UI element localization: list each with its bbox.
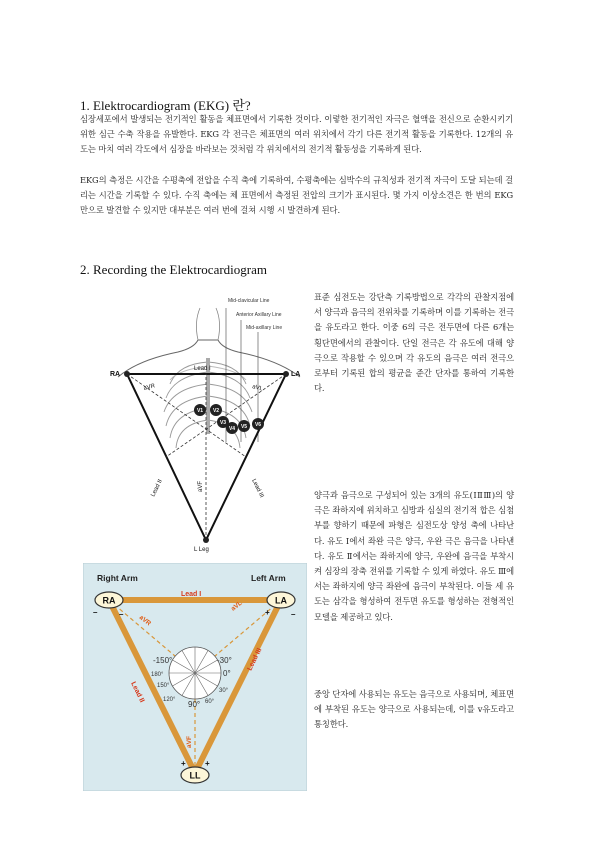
lead-iii-label: Lead III (250, 478, 265, 499)
line-label: Mid-clavicular Line (228, 298, 270, 304)
svg-text:+: + (265, 608, 270, 617)
l-leg-label: L Leg (194, 547, 209, 553)
svg-text:–: – (119, 610, 124, 619)
avl-label: aVL (229, 599, 244, 613)
avr-label: aVR (143, 383, 156, 392)
lead-ii-label: Lead II (129, 680, 146, 704)
chest-lead-v1: V1 (196, 408, 204, 414)
angle-label: 60° (205, 699, 215, 705)
section1-paragraph: EKG의 측정은 시간을 수평축에 전압을 수직 축에 기록하여, 수평축에는 심박수의 규칙성과 전기적 자극이 도달 되는데 걸리는 시간을 기록할 수 있다. 수직 축에는 체 표면에서 측정된 전압의 크기가 표시된다. 몇 가지 이상소견은 한 번의 EKG만으로 발견할 수 있지만 대부분은 여러 번에 걸쳐 시행 시 발견하게 된다. (80, 175, 513, 216)
electrode-la (283, 371, 289, 377)
chest-lead-v6: V6 (254, 422, 262, 428)
angle-label: -150° (153, 656, 173, 665)
section2-heading: 2. Recording the Elektrocardiogram (80, 262, 267, 277)
angle-label: -30° (217, 656, 232, 665)
ra-label: RA (110, 371, 121, 378)
angle-label: 150° (157, 683, 170, 689)
chest-electrode-diagram (108, 292, 308, 554)
lead-i-label: Lead I (181, 591, 202, 598)
electrode-ra (124, 371, 130, 377)
avr-label: aVR (137, 614, 153, 628)
angle-label: 120° (163, 697, 176, 703)
section2-paragraph: 중앙 단자에 사용되는 유도는 음극으로 사용되며, 체표면에 부착된 유도는 양극으로 사용되는데, 이를 v유도라고 통칭한다. (314, 689, 514, 730)
angle-label: 180° (151, 672, 164, 678)
chest-lead-v5: V5 (240, 424, 248, 430)
svg-text:+: + (181, 759, 186, 768)
angle-label: 30° (219, 688, 229, 694)
section2-paragraph: 양극과 음극으로 구성되어 있는 3개의 유도(ⅠⅡⅢ)의 양극은 좌하지에 위치하고 심방과 심실의 전기적 합은 심첨부를 향하기 때문에 파형은 심전도상 양성 축에 나타난다. 유도 Ⅰ에서 좌완 극은 양극, 우완 극은 음극을 나타낸다. 유도 Ⅱ에서는 좌하지에 양극, 우완에 음극을 부착시켜 심장의 장축 전위를 기록할 수 있게 하였다. 유도 Ⅲ에서는 좌하지에 양극 좌완에 음극이 부착된다. 이들 세 유도는 삼각을 형성하여 전두면 유도를 형성하는 전형적인 모델을 제공하고 있다. (314, 490, 514, 622)
section1-paragraph: 심장세포에서 발생되는 전기적인 활동을 체표면에서 기록한 것이다. 이렇한 전기적인 자극은 혈액을 전신으로 순환시키기 위한 심근 수축 작용을 유발한다. EKG 각 전극은 체표면의 여러 위치에서 각기 다른 전기적 활동을 기록한다. 12개의 유도는 마치 여러 각도에서 심장을 바라보는 것처럼 각 위치에서의 전기적 활동성을 기록하게 된다. (80, 114, 513, 155)
line-label: Anterior Axillary Line (236, 312, 282, 318)
lead-iii-label: Lead III (246, 647, 264, 672)
line-label: Mid-axillary Line (246, 325, 283, 331)
la-label: LA (275, 595, 287, 606)
electrode-ll (203, 537, 209, 543)
svg-text:+: + (205, 759, 210, 768)
lead-ii-label: Lead II (150, 478, 164, 498)
angle-label: 90° (188, 700, 201, 709)
left-arm-label: Left Arm (251, 573, 286, 583)
lead-i-label: Lead I (194, 366, 211, 372)
chest-lead-v3: V3 (219, 420, 227, 426)
chest-lead-v2: V2 (212, 408, 220, 414)
svg-text:–: – (291, 610, 296, 619)
ra-label: RA (102, 595, 116, 606)
section1-heading: 1. Elektrocardiogram (EKG) 란? (80, 98, 251, 113)
avl-label: aVL (251, 384, 264, 393)
chest-lead-v4: V4 (228, 426, 236, 432)
einthoven-hexaxial-diagram (83, 563, 307, 791)
hexaxial-wheel (169, 647, 221, 699)
la-label: LA (291, 371, 301, 378)
angle-label: 0° (223, 669, 231, 678)
avf-label: aVF (186, 736, 193, 748)
avf-label: aVF (198, 480, 204, 492)
right-arm-label: Right Arm (97, 573, 138, 583)
section2-paragraph: 표준 심전도는 강단측 기록방법으로 각각의 관찰지점에서 양극과 음극의 전위차를 기록하며 이를 기록하는 전극을 유도라고 한다. 이중 6의 극은 전두면에 다른 6개는 횡단면에서의 관찰이다. 단일 전극은 각 유도에 대해 양극으로 작용할 수 있으며 각 유도의 음극은 여러 전극으로부터 기록된 합의 평균을 준간 단자를 통하여 기록한다. (314, 292, 514, 394)
ll-label: LL (189, 770, 201, 781)
svg-text:–: – (93, 608, 98, 617)
